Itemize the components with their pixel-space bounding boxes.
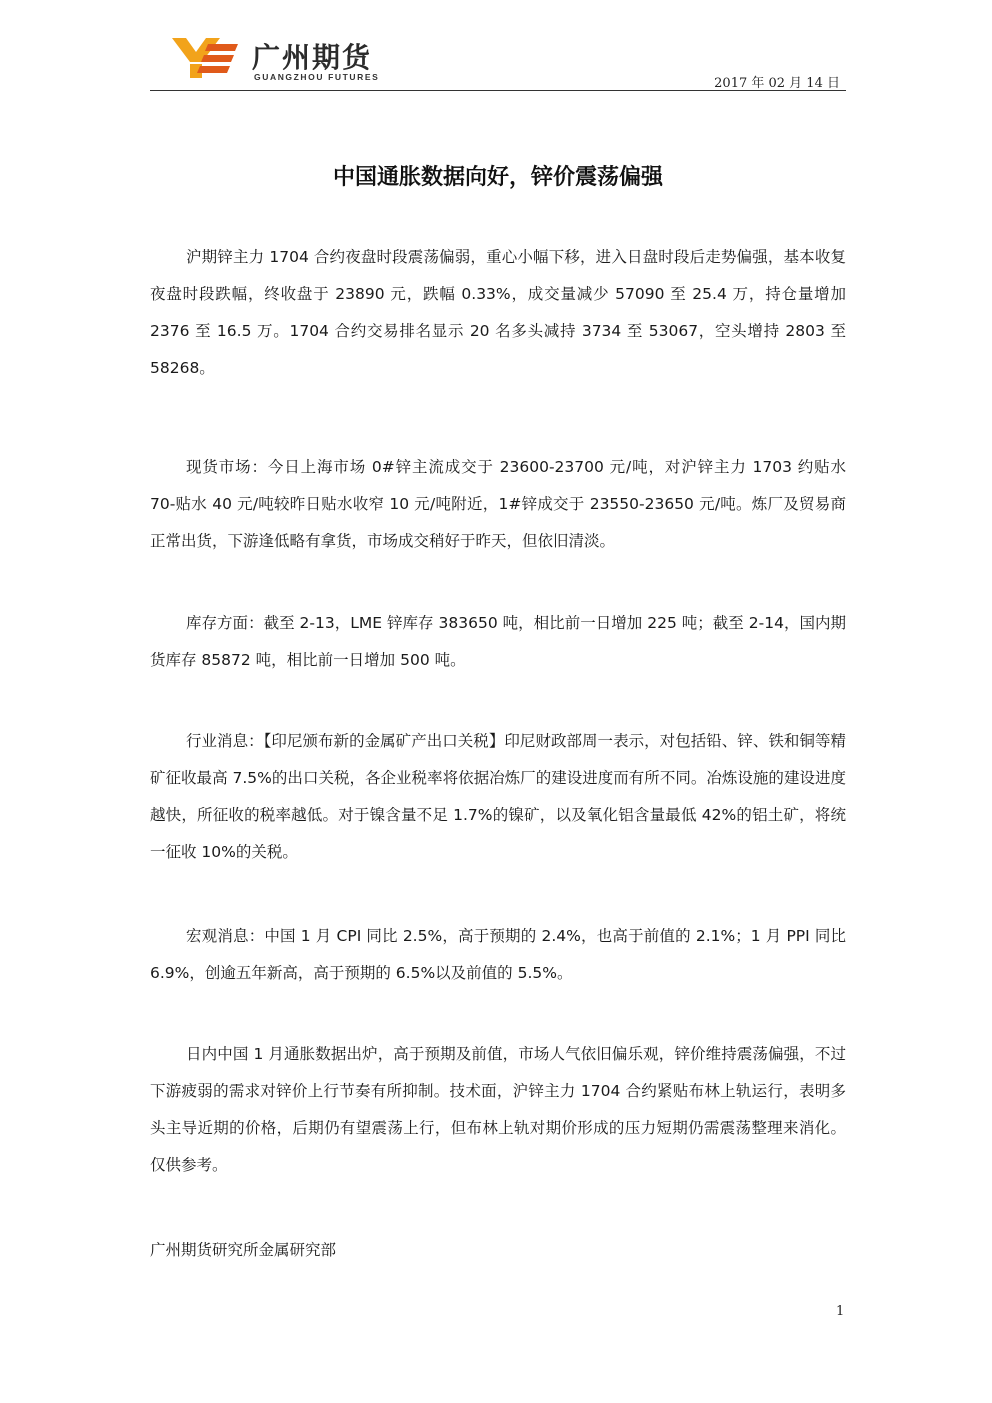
author-department: 广州期货研究所金属研究部 <box>150 1241 337 1259</box>
paragraph-outlook: 日内中国 1 月通胀数据出炉，高于预期及前值，市场人气依旧偏乐观，锌价维持震荡偏强，不过下游疲弱的需求对锌价上行节奏有所抑制。技术面，沪锌主力 1704 合约紧贴布林上轨运行，表明多头主导近期的价格，后期仍有望震荡上行，但布林上轨对期价形成的压力短期仍需震荡整理来消化。仅供参考。 <box>150 1045 846 1174</box>
logo-mark-icon <box>172 38 242 78</box>
paragraph-futures: 沪期锌主力 1704 合约夜盘时段震荡偏弱，重心小幅下移，进入日盘时段后走势偏强，基本收复夜盘时段跌幅，终收盘于 23890 元，跌幅 0.33%，成交量减少 57090 至 25.4 万，持仓量增加 2376 至 16.5 万。1704 合约交易排名显示 20 名多头减持 3734 至 53067，空头增持 2803 至 58268。 <box>150 248 846 377</box>
paragraph-spot-market: 现货市场：今日上海市场 0#锌主流成交于 23600-23700 元/吨，对沪锌主力 1703 约贴水 70-贴水 40 元/吨较昨日贴水收窄 10 元/吨附近，1#锌成交于 23550-23650 元/吨。炼厂及贸易商正常出货，下游逢低略有拿货，市场成交稍好于昨天，但依旧清淡。 <box>150 458 846 550</box>
page-number: 1 <box>836 1304 845 1319</box>
article-title: 中国通胀数据向好，锌价震荡偏强 <box>332 165 663 190</box>
page-header <box>150 28 846 92</box>
paragraph-industry-news: 行业消息：【印尼颁布新的金属矿产出口关税】印尼财政部周一表示，对包括铅、锌、铁和铜等精矿征收最高 7.5%的出口关税，各企业税率将依据冶炼厂的建设进度而有所不同。冶炼设施的建设进度越快，所征收的税率越低。对于镍含量不足 1.7%的镍矿，以及氧化铝含量最低 42%的铝土矿，将统一征收 10%的关税。 <box>150 732 846 861</box>
logo-english-name: GUANGZHOU FUTURES <box>254 72 380 82</box>
company-logo <box>172 34 412 84</box>
report-date: 2017 年 02 月 14 日 <box>714 76 840 91</box>
header-divider <box>150 90 846 91</box>
paragraph-macro-news: 宏观消息：中国 1 月 CPI 同比 2.5%，高于预期的 2.4%，也高于前值的 2.1%；1 月 PPI 同比 6.9%，创逾五年新高，高于预期的 6.5%以及前值的 5.5%。 <box>150 927 846 982</box>
logo-chinese-name: 广州期货 <box>252 41 373 74</box>
paragraph-inventory: 库存方面：截至 2-13，LME 锌库存 383650 吨，相比前一日增加 225 吨；截至 2-14，国内期货库存 85872 吨，相比前一日增加 500 吨。 <box>150 614 846 669</box>
